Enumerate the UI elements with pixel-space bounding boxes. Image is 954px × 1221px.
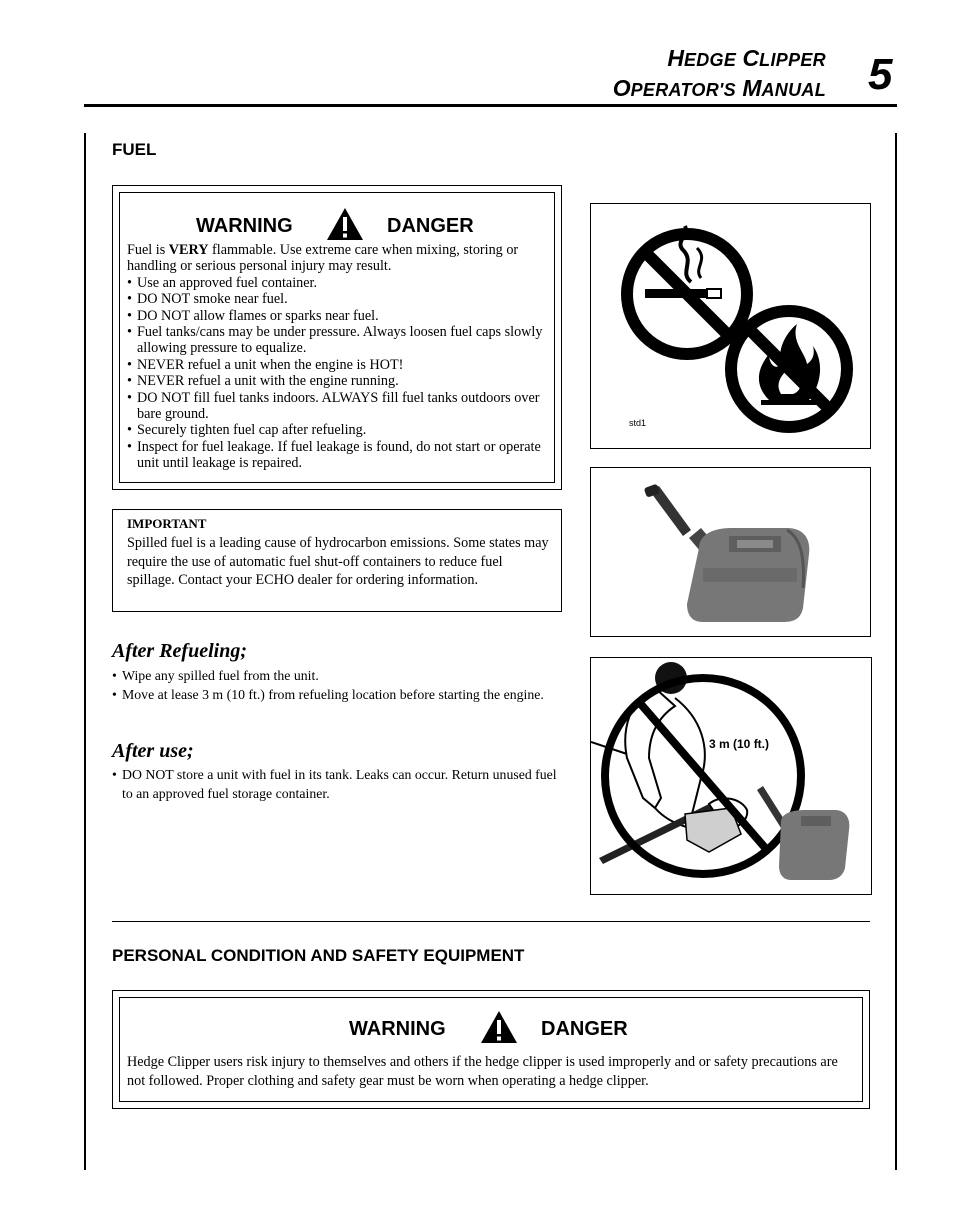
no-smoking-no-flames-illustration bbox=[591, 204, 870, 448]
fuel-can-icon bbox=[591, 468, 870, 636]
personal-warning-box bbox=[112, 990, 870, 1109]
danger-label: DANGER bbox=[541, 1018, 628, 1040]
warning-triangle-icon bbox=[480, 1010, 518, 1044]
refueling-distance-illustration bbox=[591, 658, 871, 894]
list-item: • NEVER refuel a unit when the engine is HOT! bbox=[127, 357, 548, 373]
right-margin-rule bbox=[895, 133, 897, 1170]
warning-triangle-icon bbox=[326, 207, 364, 241]
fuel-warning-intro: Fuel is VERY flammable. Use extreme care when mixing, storing or handling or serious personal injury may result. bbox=[127, 242, 519, 275]
left-margin-rule bbox=[84, 133, 86, 1170]
danger-label: DANGER bbox=[387, 215, 474, 237]
list-item: • Use an approved fuel container. bbox=[127, 275, 548, 291]
manual-title bbox=[613, 44, 826, 104]
list-item: • Inspect for fuel leakage. If fuel leakage is found, do not start or operate unit until leakage is repaired. bbox=[127, 439, 548, 472]
manual-title-line1: HEDGE CLIPPER bbox=[667, 45, 826, 71]
personal-condition-heading: PERSONAL CONDITION AND SAFETY EQUIPMENT bbox=[112, 946, 525, 965]
after-use-list bbox=[112, 765, 557, 803]
after-refueling-list bbox=[112, 666, 557, 704]
list-item: • NEVER refuel a unit with the engine running. bbox=[127, 373, 548, 389]
fuel-warning-box bbox=[112, 185, 562, 490]
list-item: • DO NOT fill fuel tanks indoors. ALWAYS fill fuel tanks outdoors over bare ground. bbox=[127, 390, 548, 423]
important-title: IMPORTANT bbox=[127, 516, 207, 531]
fuel-warning-list bbox=[127, 275, 548, 472]
after-use-heading: After use; bbox=[112, 740, 194, 762]
fuel-heading: FUEL bbox=[112, 140, 157, 159]
list-item: • DO NOT smoke near fuel. bbox=[127, 291, 548, 307]
list-item: • Wipe any spilled fuel from the unit. bbox=[112, 666, 557, 685]
section-divider bbox=[112, 921, 870, 922]
personal-warning-text: Hedge Clipper users risk injury to themselves and others if the hedge clipper is used improperly and or safety precautions are not followed. Proper clothing and safety gear must be worn when operating a hedge clipper. bbox=[127, 1054, 838, 1089]
refueling-distance-figure bbox=[590, 657, 872, 895]
list-item: • DO NOT allow flames or sparks near fuel. bbox=[127, 308, 548, 324]
list-item: • Fuel tanks/cans may be under pressure. Always loosen fuel caps slowly allowing pressure to equalize. bbox=[127, 324, 548, 357]
after-refueling-heading: After Refueling; bbox=[112, 640, 247, 662]
fuel-warning-text bbox=[127, 242, 548, 472]
list-item: • DO NOT store a unit with fuel in its tank. Leaks can occur. Return unused fuel to an approved fuel storage container. bbox=[112, 765, 557, 803]
important-text: Spilled fuel is a leading cause of hydrocarbon emissions. Some states may require the use of automatic fuel shut-off containers to reduce fuel spillage. Contact your ECHO dealer for ordering information. bbox=[127, 535, 549, 588]
fuel-can-figure bbox=[590, 467, 871, 637]
page-number: 5 bbox=[868, 50, 893, 99]
no-smoking-no-flames-figure bbox=[590, 203, 871, 449]
distance-label: 3 m (10 ft.) bbox=[709, 737, 770, 751]
figure-caption: std1 bbox=[629, 418, 647, 428]
warning-label: WARNING bbox=[349, 1018, 446, 1040]
list-item: • Securely tighten fuel cap after refueling. bbox=[127, 422, 548, 438]
important-box bbox=[112, 509, 562, 612]
manual-title-line2: OPERATOR'S MANUAL bbox=[612, 75, 826, 101]
header-rule bbox=[84, 104, 897, 107]
list-item: • Move at lease 3 m (10 ft.) from refueling location before starting the engine. bbox=[112, 685, 557, 704]
warning-label: WARNING bbox=[196, 215, 293, 237]
